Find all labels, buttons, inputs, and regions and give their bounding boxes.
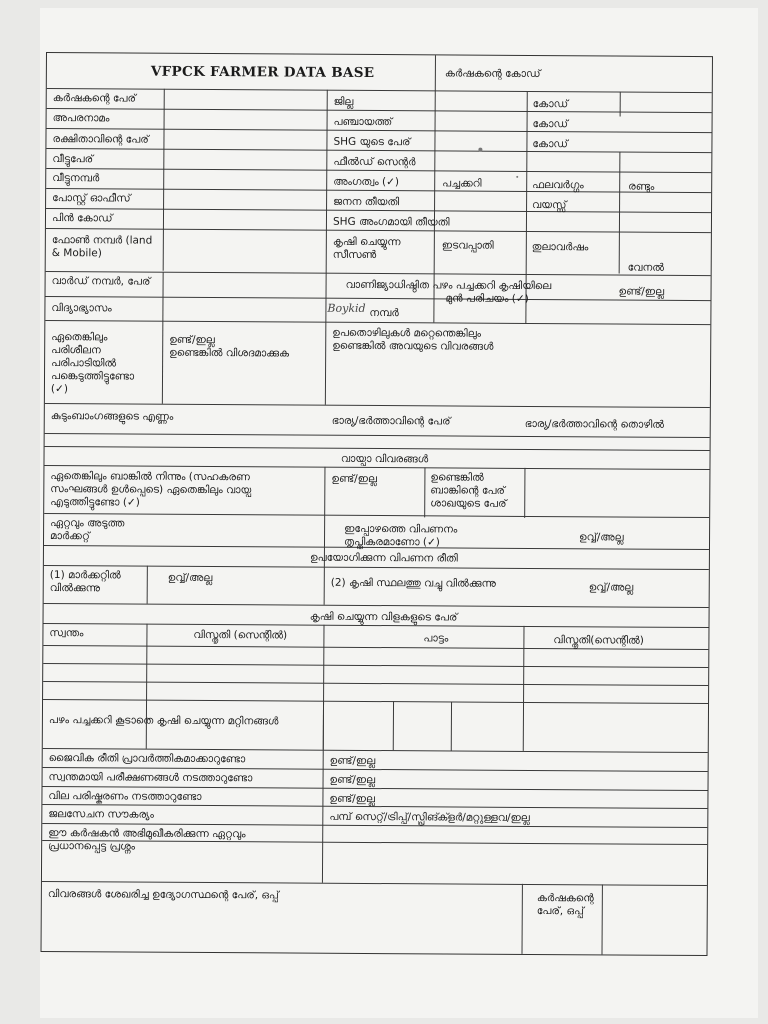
district-code-label: കോഡ്	[532, 97, 569, 111]
problem-label-line2: പ്രധാനപ്പെട്ട പ്രശ്നം	[48, 840, 136, 853]
shg-name-label: SHG യുടെ പേര്	[333, 135, 411, 149]
nickname-label: അപരനാമം	[52, 112, 110, 125]
farmer-sign-line2: പേര്, ഒപ്പ്	[536, 905, 584, 918]
age-label: വയസ്സ്	[532, 198, 567, 212]
family-members-label: കുടുംബാംഗങ്ങളുടെ എണ്ണം	[50, 410, 174, 423]
current-marketing-line2: തൃപ്തികരമാണോ (✓)	[343, 535, 440, 549]
thulavarsham-option: തുലാവർഷം	[531, 240, 589, 254]
training-label-line2: പരിശീലന	[51, 344, 101, 357]
nearest-market-line1: ഏറ്റവും അടുത്ത	[50, 517, 125, 530]
loan-yes-no: ഉണ്ട്/ഇല്ല	[331, 472, 377, 486]
house-name-label: വീട്ടുപേര്	[52, 153, 94, 166]
ward-label: വാർഡ് നമ്പർ, പേര്	[51, 275, 151, 288]
spouse-job-label: ഭാര്യ/ഭർത്താവിന്റെ തൊഴിൽ	[524, 417, 665, 431]
organic-answer: ഉണ്ട്/ഇല്ല	[329, 754, 376, 768]
panchayat-code-label: കോഡ്	[532, 117, 569, 131]
market-sell-line2: വിൽക്കുന്നു	[49, 582, 101, 595]
edavappathi-option: ഇടവപ്പാതി	[441, 239, 494, 252]
problem-label-line1: ഈ കർഷകൻ അഭിമുഖീകരിക്കുന്ന ഏറ്റവും	[48, 827, 246, 841]
fruit-option: ഫലവർഗ്ഗം	[532, 178, 584, 192]
shg-code-label: കോഡ്	[532, 137, 568, 151]
crop-season-label-line2: സീസൺ	[332, 248, 377, 262]
guardian-name-label: രക്ഷിതാവിന്റെ പേര്	[52, 133, 149, 146]
phone-label-line2: & Mobile)	[51, 247, 102, 260]
loan-question-line1: ഏതെങ്കിലും ബാങ്കിൽ നിന്നും (സഹകരണ	[50, 470, 250, 484]
market-sell-line1: (1) മാർക്കറ്റിൽ	[49, 569, 121, 582]
phone-label-line1: ഫോൺ നമ്പർ (land	[51, 234, 153, 247]
farm-sell-label: (2) കൃഷി സ്ഥലത്തു വച്ചു വിൽക്കുന്നു	[330, 576, 496, 590]
farmer-data-form	[41, 52, 713, 956]
commercial-experience-line2: മുൻ പരിചയം (✓)	[445, 292, 529, 305]
market-sell-yes-no: ഉവ്വ്/അല്ല	[167, 571, 213, 585]
loan-question-line3: എടുത്തിട്ടുണ്ടോ (✓)	[50, 496, 140, 509]
sub-job-line1: ഉപതൊഴിലുകൾ മറ്റെന്തെങ്കിലും	[332, 326, 482, 340]
own-area-label: വിസ്തൃതി (സെന്റിൽ)	[193, 628, 288, 642]
scan-speck	[478, 148, 482, 152]
vegetable-option: പച്ചക്കറി	[442, 177, 482, 190]
shg-join-date-label: SHG അംഗമായി തീയതി	[332, 215, 450, 229]
training-yes-no: ഉണ്ട്/ഇല്ല	[169, 333, 215, 347]
value-add-label: വില പരിഷ്കരണം നടത്താറുണ്ടോ	[48, 790, 202, 803]
self-trials-answer: ഉണ്ട്/ഇല്ല	[329, 773, 376, 787]
marketing-satisfied-yes-no: ഉവ്വ്/അല്ല	[579, 531, 624, 544]
training-label-line4: പങ്കെടുത്തിട്ടുണ്ടോ	[50, 370, 135, 383]
bank-label-line1: ഉണ്ടെങ്കിൽ	[430, 471, 484, 484]
bank-label-line3: ശാഖയുടെ പേര്	[430, 497, 507, 510]
house-number-label: വീട്ടുനമ്പർ	[52, 172, 100, 185]
number-label: നമ്പർ	[369, 306, 399, 320]
commercial-experience-line1: വാണിജ്യാധിഷ്ഠിത പഴം പച്ചക്കറി കൃഷിയിലെ	[345, 278, 552, 293]
spouse-name-label: ഭാര്യ/ഭർത്താവിന്റെ പേര്	[331, 414, 451, 428]
pin-code-label: പിൻ കോഡ്	[51, 212, 113, 225]
membership-label: അംഗത്വം (✓)	[333, 175, 400, 189]
birth-date-label: ജനന തീയതി	[333, 195, 400, 209]
value-add-answer: ഉണ്ട്/ഇല്ല	[329, 792, 376, 806]
training-label-line3: പരിപാടിയിൽ	[51, 357, 117, 370]
farmer-sign-line1: കർഷകന്റെ	[536, 892, 594, 905]
lease-area-label: വിസ്തൃതി(സെന്റിൽ)	[553, 634, 644, 647]
training-details-label: ഉണ്ടെങ്കിൽ വിശദമാക്കുക	[169, 346, 290, 360]
field-center-label: ഫീൽഡ് സെന്റർ	[333, 155, 416, 169]
sub-job-line2: ഉണ്ടെങ്കിൽ അവയുടെ വിവരങ്ങൾ	[332, 339, 494, 353]
panchayat-label: പഞ്ചായത്ത്	[333, 115, 393, 129]
farmer-code-label: കർഷകന്റെ കോഡ്	[444, 67, 541, 81]
loan-question-line2: സംഘങ്ങൾ ഉൾപ്പെടെ) ഏതെങ്കിലും വായ്പ	[50, 483, 252, 497]
farmer-name-label: കർഷകന്റെ പേര്	[52, 92, 137, 105]
crops-heading: കൃഷി ചെയ്യുന്ന വിളകളുടെ പേര്	[309, 610, 458, 624]
training-label-line5: (✓)	[50, 383, 68, 396]
officer-label: വിവരങ്ങൾ ശേഖരിച്ച ഉദ്യോഗസ്ഥന്റെ പേര്, ഒപ്പ്	[47, 888, 279, 902]
scan-speck	[516, 176, 518, 178]
own-land-label: സ്വന്തം	[49, 627, 84, 640]
marketing-heading: ഉപയോഗിക്കുന്ന വിപണന രീതി	[310, 551, 458, 565]
self-trials-label: സ്വന്തമായി പരീക്ഷണങ്ങൾ നടത്താറുണ്ടോ	[48, 771, 253, 785]
organic-label: ജൈവിക രീതി പ്രാവർത്തികമാക്കാറുണ്ടോ	[48, 752, 246, 766]
education-label: വിദ്യാഭ്യാസം	[51, 302, 112, 315]
other-crops-label: പഴം പച്ചക്കറി കൂടാതെ കൃഷി ചെയ്യുന്ന മറ്റിനങ്ങൾ	[48, 714, 279, 728]
lease-label: പാട്ടം	[423, 632, 449, 645]
summer-option: വേനൽ	[627, 261, 665, 274]
loan-heading: വായ്പാ വിവരങ്ങൾ	[340, 452, 429, 466]
irrigation-label: ജലസേചന സൗകര്യം	[48, 808, 154, 821]
handwritten-note: Boykid	[327, 301, 366, 315]
commercial-yes-no: ഉണ്ട്/ഇല്ല	[618, 285, 665, 298]
training-label-line1: ഏതെങ്കിലും	[51, 331, 108, 344]
nearest-market-line2: മാർക്കറ്റ്	[50, 530, 90, 543]
form-title: VFPCK FARMER DATA BASE	[150, 63, 375, 82]
crop-season-label-line1: കൃഷി ചെയ്യുന്ന	[332, 235, 401, 249]
bank-label-line2: ബാങ്കിന്റെ പേര്	[430, 484, 505, 497]
district-label: ജില്ല	[333, 95, 354, 108]
current-marketing-line1: ഇപ്പോഴത്തെ വിപണനം	[344, 522, 458, 536]
irrigation-answer: പമ്പ് സെറ്റ്/ട്രിപ്പ്/സ്പ്രിങ്ക്ളർ/മറ്റുള്ളവ/ഇല്ല	[329, 810, 530, 824]
both-option: രണ്ടും	[628, 180, 655, 193]
farm-sell-yes-no: ഉവ്വ്/അല്ല	[588, 581, 634, 594]
post-office-label: പോസ്റ്റ് ഓഫീസ്	[52, 192, 131, 205]
